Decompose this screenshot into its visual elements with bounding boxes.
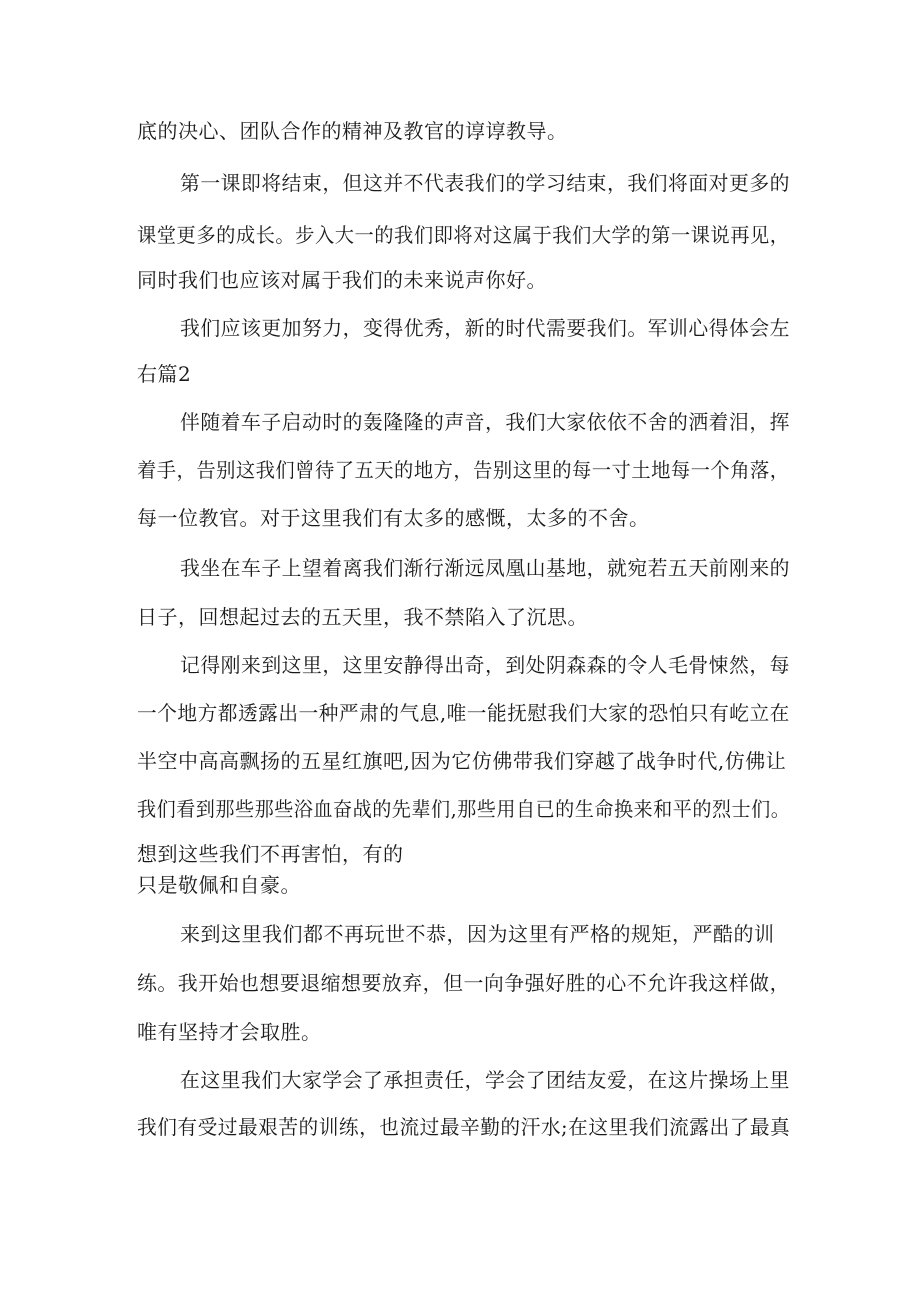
text-line: 半空中高高飘扬的五星红旗吧,因为它仿佛带我们穿越了战争时代,仿佛让 <box>137 749 787 773</box>
text-line: 只是敬佩和自豪。 <box>137 873 301 897</box>
text-line: 来到这里我们都不再玩世不恭，因为这里有严格的规矩，严酷的训 <box>180 922 775 946</box>
text-line: 我们看到那些那些浴血奋战的先辈们,那些用自已的生命换来和平的烈士们。 <box>137 797 791 821</box>
text-line: 伴随着车子启动时的轰隆隆的声音，我们大家依依不舍的洒着泪，挥 <box>180 410 790 434</box>
text-line: 同时我们也应该对属于我们的未来说声你好。 <box>137 268 547 292</box>
text-line: 想到这些我们不再害怕，有的 <box>137 842 404 866</box>
text-line: 在这里我们大家学会了承担责任，学会了团结友爱，在这片操场上里 <box>180 1068 790 1092</box>
text-line: 第一课即将结束，但这并不代表我们的学习结束，我们将面对更多的 <box>180 171 790 195</box>
text-line: 一个地方都透露出一种严肃的气息,唯一能抚慰我们大家的恐怕只有屹立在 <box>137 701 790 725</box>
text-line: 底的决心、团队合作的精神及教官的谆谆教导。 <box>137 119 568 143</box>
text-line: 记得刚来到这里，这里安静得出奇，到处阴森森的令人毛骨悚然，每 <box>180 653 790 677</box>
text-line: 右篇2 <box>137 362 192 386</box>
text-line: 我们应该更加努力，变得优秀，新的时代需要我们。军训心得体会左 <box>180 316 790 340</box>
text-line: 每一位教官。对于这里我们有太多的感慨，太多的不舍。 <box>137 506 650 530</box>
text-line: 我坐在车子上望着离我们渐行渐远凤凰山基地，就宛若五天前刚来的 <box>180 556 790 580</box>
text-line: 唯有坚持才会取胜。 <box>137 1020 322 1044</box>
text-line: 练。我开始也想要退缩想要放弃，但一向争强好胜的心不允许我这样做， <box>137 971 790 995</box>
text-line: 日子，回想起过去的五天里，我不禁陷入了沉思。 <box>137 605 588 629</box>
text-line: 着手，告别这我们曾待了五天的地方，告别这里的每一寸土地每一个角落， <box>137 458 790 482</box>
text-line: 课堂更多的成长。步入大一的我们即将对这属于我们大学的第一课说再见， <box>137 223 790 247</box>
text-line: 我们有受过最艰苦的训练，也流过最辛勤的汗水;在这里我们流露出了最真 <box>137 1115 791 1139</box>
